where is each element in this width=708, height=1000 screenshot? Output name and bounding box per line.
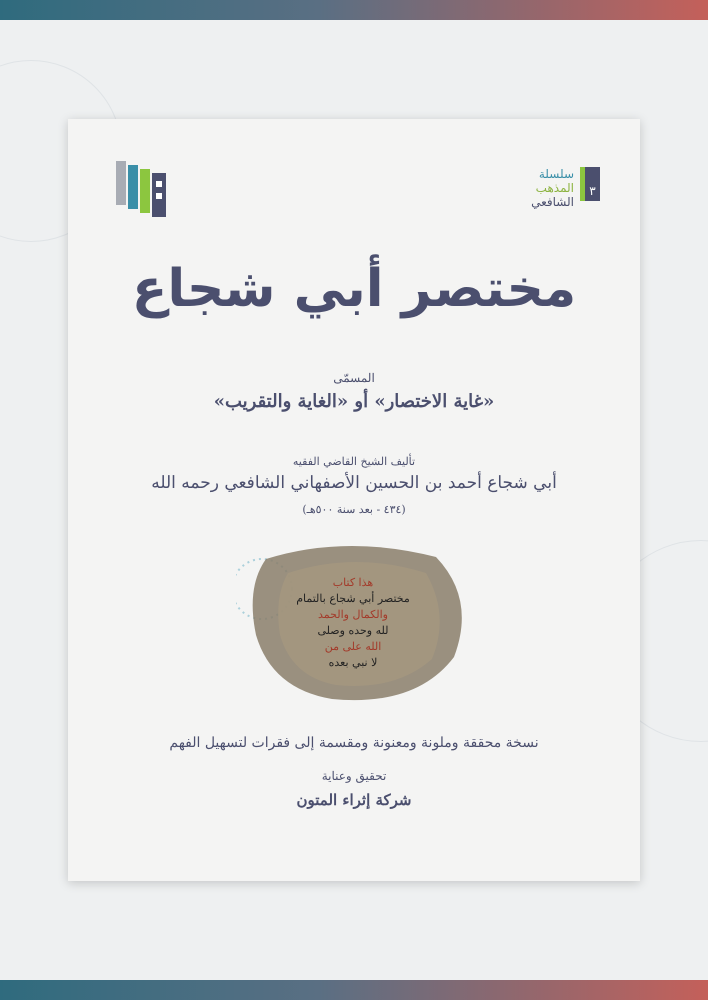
manuscript-line: لله وحده وصلى xyxy=(317,624,389,637)
author-intro: تأليف الشيخ القاضي الفقيه xyxy=(292,455,416,468)
manuscript-line: لا نبي بعده xyxy=(328,656,378,669)
series-label xyxy=(531,167,574,209)
library-logo-icon xyxy=(116,161,172,217)
publisher-name: شركة إثراء المتون xyxy=(296,791,412,809)
series-number: ٣ xyxy=(580,167,600,201)
edition-note: نسخة محققة وملونة ومعنونة ومقسمة إلى فقرات لتسهيل الفهم xyxy=(169,735,539,751)
named-label: المسمّى xyxy=(333,371,375,385)
manuscript-text xyxy=(278,575,428,671)
care-label: تحقيق وعناية xyxy=(321,769,387,783)
manuscript-line: هذا كتاب xyxy=(332,576,374,589)
book-cover xyxy=(68,119,640,881)
manuscript-line: والكمال والحمد xyxy=(318,608,388,621)
series-badge xyxy=(531,167,600,209)
series-line: الشافعي xyxy=(531,195,574,209)
series-line: المذهب xyxy=(535,181,574,195)
manuscript-line: مختصر أبي شجاع بالتمام xyxy=(296,592,410,605)
author-dates: (٤٣٤ - بعد سنة ٥٠٠هـ) xyxy=(302,503,406,516)
manuscript-line: الله على من xyxy=(324,640,382,653)
bottom-color-bar xyxy=(0,980,708,1000)
series-line: سلسلة xyxy=(538,167,574,181)
top-color-bar xyxy=(0,0,708,20)
author-name: أبي شجاع أحمد بن الحسين الأصفهاني الشافعي رحمه الله xyxy=(151,473,557,493)
book-subtitle: «غاية الاختصار» أو «الغاية والتقريب» xyxy=(213,391,495,412)
book-title: مختصر أبي شجاع xyxy=(131,259,577,319)
